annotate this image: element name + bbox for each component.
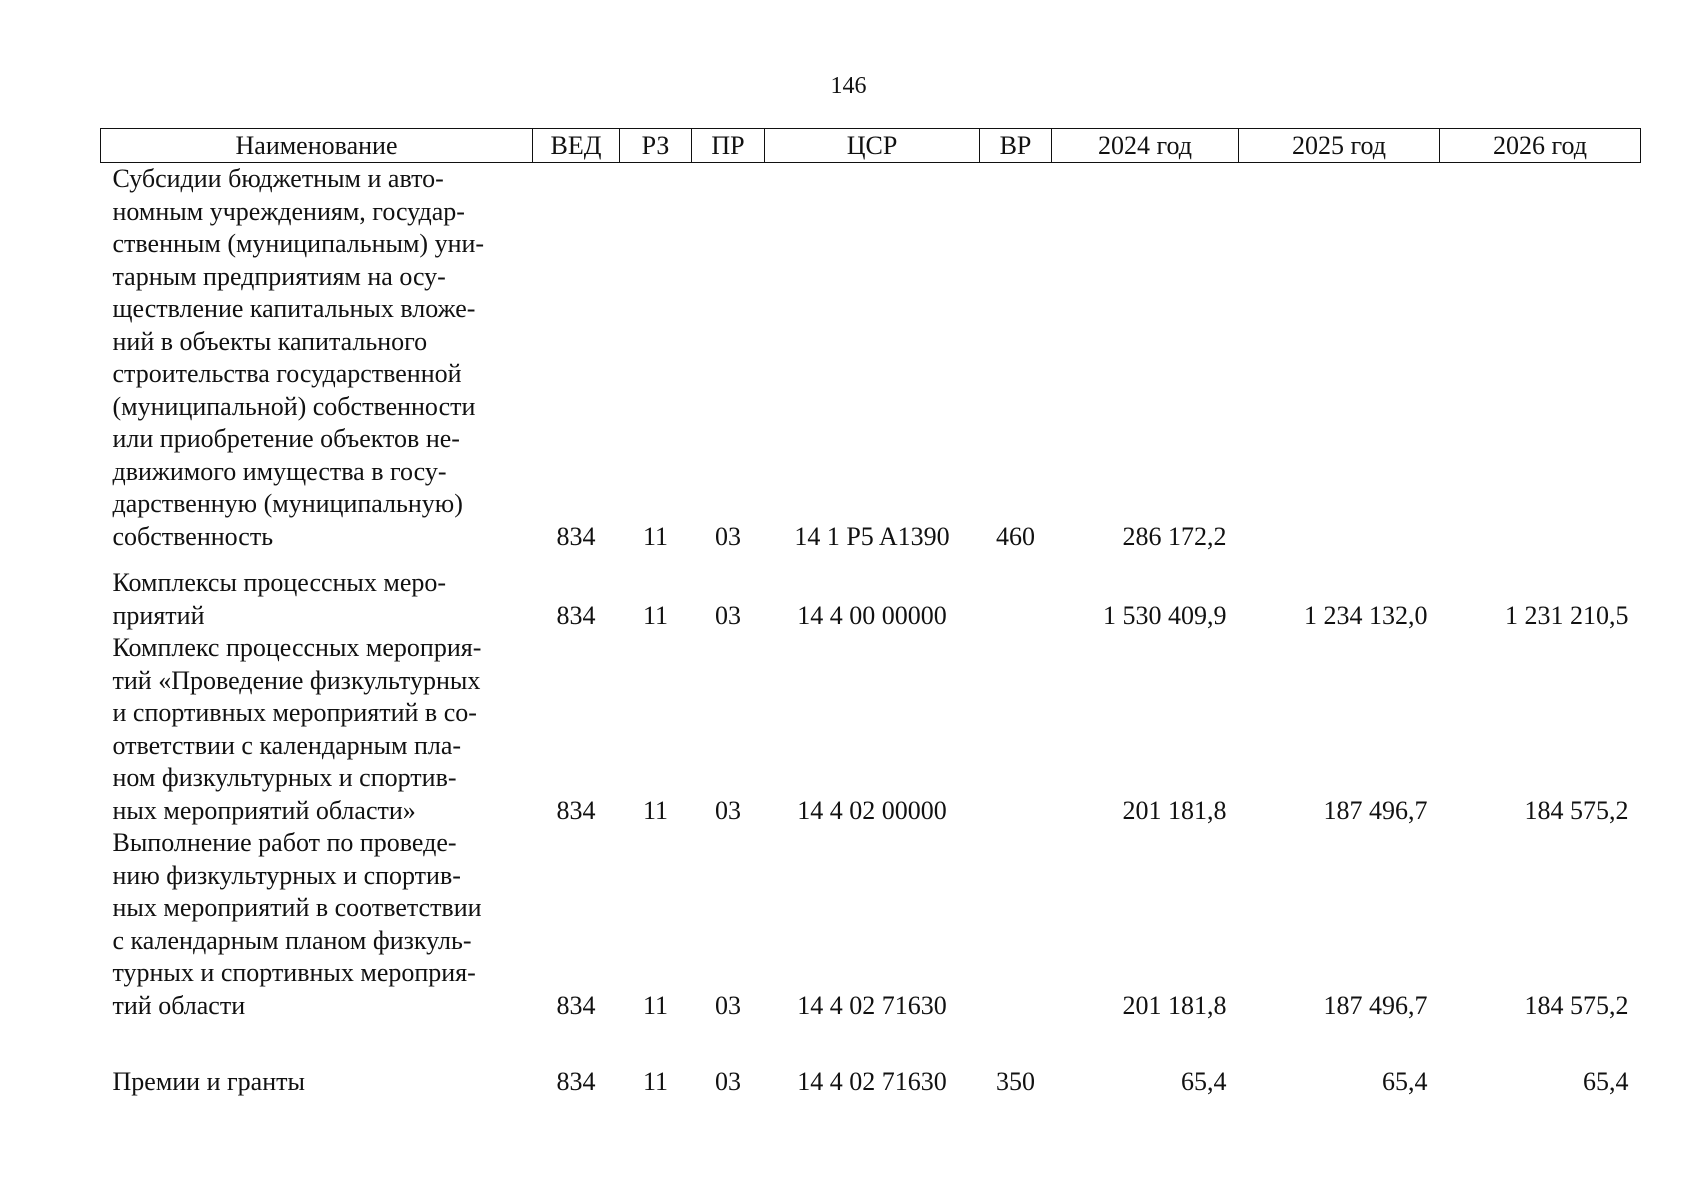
row-2025: 187 496,7 — [1323, 795, 1428, 825]
row-2024: 201 181,8 — [1122, 990, 1227, 1020]
header-csr: ЦСР — [765, 129, 980, 163]
row-csr: 14 1 P5 A1390 — [794, 521, 950, 551]
row-rz: 11 — [642, 521, 669, 551]
row-vr: 460 — [996, 521, 1035, 551]
row-vr: 350 — [996, 1067, 1035, 1096]
row-csr: 14 4 02 71630 — [797, 1067, 947, 1096]
row-2024: 201 181,8 — [1122, 795, 1227, 825]
row-rz: 11 — [642, 990, 669, 1020]
row-2025: 1 234 132,0 — [1304, 600, 1428, 630]
row-vr — [980, 827, 1052, 1022]
row-name: Комплекс процессных мероприя- тий «Проведение физкультурных и спортивных мероприятий в со- ответствии с календарным пла- ном физкультурных и спортив- ных мероприятий области» — [112, 633, 482, 825]
row-rz: 11 — [642, 795, 669, 825]
row-pr: 03 — [715, 990, 741, 1020]
row-ved: 834 — [556, 795, 596, 825]
row-csr: 14 4 00 00000 — [797, 600, 947, 630]
header-2026: 2026 год — [1440, 129, 1641, 163]
row-2026: 65,4 — [1583, 1067, 1629, 1096]
header-rz: РЗ — [620, 129, 692, 163]
table-row — [101, 553, 1641, 632]
row-csr: 14 4 02 71630 — [797, 990, 947, 1020]
row-2024: 65,4 — [1181, 1067, 1227, 1096]
budget-table — [100, 128, 1641, 1099]
header-2025: 2025 год — [1239, 129, 1440, 163]
row-rz: 11 — [642, 1067, 669, 1096]
row-vr — [980, 632, 1052, 827]
row-2026 — [1440, 163, 1641, 554]
row-pr: 03 — [715, 1067, 741, 1096]
table-row — [101, 827, 1641, 1022]
row-2025: 187 496,7 — [1323, 990, 1428, 1020]
row-pr: 03 — [715, 795, 741, 825]
row-csr: 14 4 02 00000 — [797, 795, 947, 825]
table-header-row — [101, 129, 1641, 163]
row-2024: 286 172,2 — [1122, 521, 1227, 551]
row-pr: 03 — [715, 600, 741, 630]
row-ved: 834 — [556, 1067, 596, 1096]
page-number: 146 — [830, 73, 867, 99]
row-name: Комплексы процессных меро- приятий — [112, 568, 447, 630]
row-vr — [980, 553, 1052, 632]
row-ved: 834 — [556, 990, 596, 1020]
row-2024: 1 530 409,9 — [1103, 600, 1227, 630]
table-row — [101, 632, 1641, 827]
header-ved: ВЕД — [533, 129, 620, 163]
row-2026: 1 231 210,5 — [1505, 600, 1629, 630]
row-rz: 11 — [642, 600, 669, 630]
row-2025 — [1239, 163, 1440, 554]
row-2026: 184 575,2 — [1524, 795, 1629, 825]
header-vr: ВР — [980, 129, 1052, 163]
row-2025: 65,4 — [1382, 1067, 1428, 1096]
row-name: Премии и гранты — [112, 1067, 305, 1096]
row-pr: 03 — [715, 521, 741, 551]
header-2024: 2024 год — [1052, 129, 1239, 163]
header-pr: ПР — [692, 129, 765, 163]
row-name: Субсидии бюджетным и авто- номным учреждениям, государ- ственным (муниципальным) уни- тарным предприятиям на осу- ществление капитальных вложе- ний в объекты капитального строительства государственной (муниципальной) собственности или приобретение объектов не- движимого имущества в госу- дарственную (муниципальную) собственность — [112, 164, 485, 551]
header-name: Наименование — [101, 129, 533, 163]
row-ved: 834 — [556, 521, 596, 551]
row-name: Выполнение работ по проведе- нию физкультурных и спортив- ных мероприятий в соответствии с календарным планом физкуль- турных и спортивных мероприя- тий области — [112, 828, 482, 1020]
table-row — [101, 1022, 1641, 1099]
row-ved: 834 — [556, 600, 596, 630]
row-2026: 184 575,2 — [1524, 990, 1629, 1020]
table-row — [101, 163, 1641, 554]
